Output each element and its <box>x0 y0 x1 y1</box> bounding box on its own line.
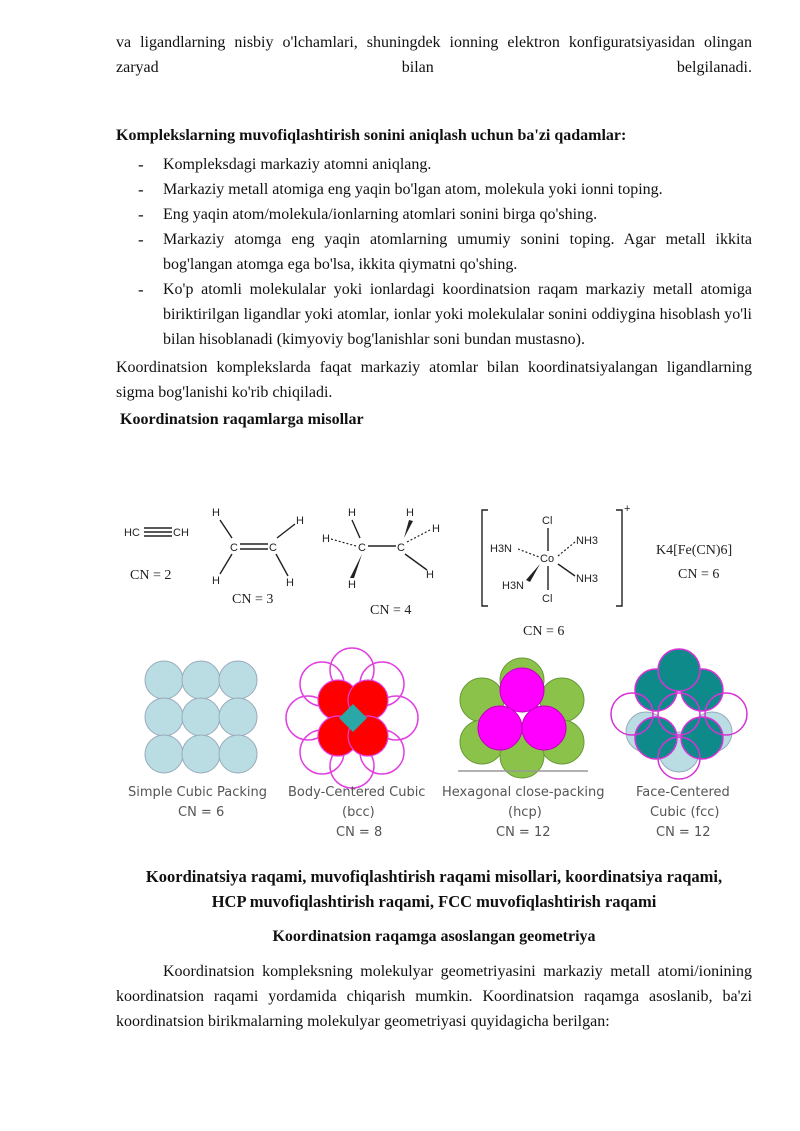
svg-text:Co: Co <box>540 553 555 565</box>
svg-text:H: H <box>432 523 440 535</box>
ferrocyanide-formula <box>656 543 732 582</box>
step-item: - Markaziy metall atomiga eng yaqin bo'lgan atom, molekula yoki ionni toping. <box>116 177 752 202</box>
step-item: - Kompleksdagi markaziy atomni aniqlang. <box>116 152 752 177</box>
svg-text:CN = 12: CN = 12 <box>656 825 711 840</box>
svg-text:H: H <box>322 533 330 545</box>
svg-text:H: H <box>212 575 220 587</box>
cn-label: CN = 4 <box>370 603 412 618</box>
svg-text:CN = 12: CN = 12 <box>496 825 551 840</box>
svg-text:CN = 8: CN = 8 <box>336 825 383 840</box>
bcc-packing <box>286 648 425 840</box>
cn-label: CN = 3 <box>232 592 274 607</box>
svg-text:C: C <box>230 542 238 554</box>
svg-text:C: C <box>358 542 366 554</box>
svg-text:C: C <box>269 542 277 554</box>
svg-text:Hexagonal close-packing: Hexagonal close-packing <box>442 785 605 800</box>
atom-label: CH <box>173 527 189 539</box>
svg-text:NH3: NH3 <box>576 573 599 585</box>
svg-text:Simple Cubic Packing: Simple Cubic Packing <box>128 785 267 800</box>
cobalt-complex-structure <box>482 503 630 639</box>
cn-label: CN = 6 <box>678 567 720 582</box>
cn-label: CN = 2 <box>130 568 172 583</box>
geometry-paragraph: Koordinatsion kompleksning molekulyar geometriyasini markaziy metall atomi/ionining koordinatsion raqami yordamida chiqarish mumkin. Koordinatsion raqamga asoslanib, ba'zi koordinatsion birikmalarning molekulyar geometriyasi quyidagicha berilgan: <box>116 963 752 1030</box>
svg-text:Face-Centered: Face-Centered <box>636 785 730 800</box>
svg-text:Cl: Cl <box>542 515 553 527</box>
svg-text:NH3: NH3 <box>576 535 599 547</box>
svg-text:H: H <box>348 579 356 591</box>
fcc-packing <box>611 649 747 840</box>
step-item: - Ko'p atomli molekulalar yoki ionlardagi koordinatsion raqam markaziy metall atomiga biriktirilgan ligandlar yoki atomlar, ionlar yoki molekulalar sonini oddiygina hisoblash yo'li bilan hisoblanadi (kimyoviy bog'lanishlar soni bundan mustasno). <box>116 277 752 352</box>
cn-label: CN = 6 <box>523 624 565 639</box>
svg-text:CN = 6: CN = 6 <box>178 805 225 820</box>
geometry-heading: Koordinatsion raqamga asoslangan geometriya <box>272 928 596 945</box>
svg-text:Body-Centered Cubic: Body-Centered Cubic <box>288 785 426 800</box>
svg-text:C: C <box>397 542 405 554</box>
steps-list <box>116 152 752 352</box>
simple-cubic-packing <box>128 661 267 820</box>
svg-text:H: H <box>406 507 414 519</box>
svg-text:H3N: H3N <box>490 543 513 555</box>
svg-text:(hcp): (hcp) <box>508 805 542 820</box>
step-item: - Markaziy atomga eng yaqin atomlarning umumiy sonini toping. Agar metall ikkita bog'langan atomga ega bo'lsa, ikkita qiymatni qo'shing. <box>116 227 752 277</box>
steps-heading: Komplekslarning muvofiqlashtirish sonini aniqlash uchun ba'zi qadamlar: <box>116 127 627 144</box>
intro-paragraph: va ligandlarning nisbiy o'lchamlari, shuningdek ionning elektron konfiguratsiyasidan olingan zaryad bilan belgilanadi. <box>116 34 752 76</box>
ethylene-structure <box>212 507 304 607</box>
svg-text:+: + <box>624 503 631 515</box>
svg-text:H3N: H3N <box>502 580 525 592</box>
document-page <box>116 30 752 432</box>
examples-heading: Koordinatsion raqamlarga misollar <box>120 411 364 428</box>
svg-text:H: H <box>426 569 434 581</box>
atom-label: HC <box>124 527 140 539</box>
hcp-packing <box>442 658 605 840</box>
svg-text:H: H <box>296 515 304 527</box>
step-item: - Eng yaqin atom/molekula/ionlarning atomlari sonini birga qo'shing. <box>116 202 752 227</box>
sigma-note: Koordinatsion komplekslarda faqat markaziy atomlar bilan koordinatsiyalangan ligandlarning sigma bog'lanishi ko'rib chiqiladi. <box>116 359 752 401</box>
ethane-structure <box>322 507 440 618</box>
figure-caption: Koordinatsiya raqami, muvofiqlashtirish raqami misollari, koordinatsiya raqami, HCP muvofiqlashtirish raqami, FCC muvofiqlashtirish raqami <box>145 867 723 911</box>
svg-text:K4[Fe(CN)6]: K4[Fe(CN)6] <box>656 543 733 558</box>
svg-text:Cubic (fcc): Cubic (fcc) <box>650 805 720 820</box>
lower-section <box>116 864 752 1034</box>
coordination-figure <box>116 494 756 849</box>
svg-text:(bcc): (bcc) <box>342 805 375 820</box>
acetylene-structure <box>124 527 189 583</box>
svg-text:H: H <box>212 507 220 519</box>
svg-text:H: H <box>286 577 294 589</box>
svg-text:Cl: Cl <box>542 593 553 605</box>
svg-text:H: H <box>348 507 356 519</box>
